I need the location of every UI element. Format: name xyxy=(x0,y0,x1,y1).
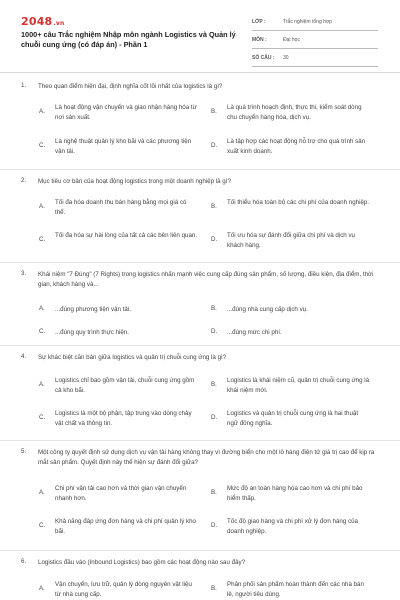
option-letter: D. xyxy=(211,142,218,149)
option-letter: B. xyxy=(211,108,217,115)
option-text: ...đúng quy trình thực hiện. xyxy=(55,329,129,336)
meta-subject-label: MÔN : xyxy=(252,37,267,43)
option-letter: C. xyxy=(39,414,46,421)
meta-subject-value: Đại học xyxy=(283,37,300,43)
option-letter: A. xyxy=(39,489,45,496)
option-letter: D. xyxy=(211,236,218,243)
page-header xyxy=(0,0,400,62)
option-text: Tối đa hóa sự hài lòng của tất cả các bên liên quan. xyxy=(55,232,198,239)
option-text: Là quá trình hoạch định, thực thi, kiểm soát dòng chu chuyển hàng hóa, dịch vụ. xyxy=(227,104,362,121)
question-text: Sự khác biệt căn bản giữa logistics và quản trị chuỗi cung ứng là gì? xyxy=(38,354,227,361)
option-letter: C. xyxy=(39,142,46,149)
option-text: Phân phối sản phẩm hoàn thành đến các nhà bán lẻ, người tiêu dùng. xyxy=(227,581,364,598)
meta-subject-row xyxy=(252,34,378,49)
option-text: Tối ưu hóa sự đánh đổi giữa chi phí và dịch vụ khách hàng. xyxy=(227,232,356,249)
option-text: Là nghệ thuật quản lý kho bãi và các phương tiện vận tải. xyxy=(55,138,192,155)
question-separator xyxy=(0,262,400,263)
document-title: 1000+ câu Trắc nghiệm Nhập môn ngành Logistics và Quản lý chuỗi cung ứng (có đáp án) - Phần 1 xyxy=(21,30,236,49)
option-text: Tối đa hóa doanh thu bán hàng bằng mọi giá có thể. xyxy=(55,199,187,216)
meta-class-value: Trắc nghiệm tổng hợp xyxy=(283,19,332,25)
meta-count-value: 30 xyxy=(283,55,289,61)
question-number: 1. xyxy=(21,82,27,89)
header-divider xyxy=(0,72,400,73)
question-text: Một công ty quyết định sử dụng dịch vụ vận tải hàng không thay vì đường biển cho một lô hàng điện tử giá trị cao để kịp ra mắt sản phẩm. Quyết định này thể hiện sự đánh đổi giữa? xyxy=(38,449,375,466)
option-letter: B. xyxy=(211,381,217,388)
question-text: Khái niệm "7 Đúng" (7 Rights) trong logistics nhấn mạnh việc cung cấp đúng sản phẩm, số lượng, điều kiện, địa điểm, thời gian, khách hàng và... xyxy=(38,271,374,288)
question-number: 2. xyxy=(21,177,27,184)
question-separator xyxy=(0,440,400,441)
meta-info xyxy=(252,16,378,70)
option-text: Logistics và quản trị chuỗi cung ứng là hai thuật ngữ đồng nghĩa. xyxy=(227,410,359,427)
option-letter: D. xyxy=(211,328,218,335)
question-number: 6. xyxy=(21,558,27,565)
question-separator xyxy=(0,550,400,551)
option-letter: A. xyxy=(39,381,45,388)
site-logo[interactable] xyxy=(21,15,64,28)
option-text: Là hoạt động vận chuyển và giao nhận hàng hóa từ nơi sản xuất. xyxy=(55,104,197,121)
option-letter: B. xyxy=(211,585,217,592)
question-text: Theo quan điểm hiện đại, định nghĩa cốt lõi nhất của logistics là gì? xyxy=(38,83,223,90)
option-letter: A. xyxy=(39,203,45,210)
option-text: Chi phí vận tải cao hơn và thời gian vận chuyển nhanh hơn. xyxy=(55,485,187,502)
option-letter: A. xyxy=(39,108,45,115)
option-letter: D. xyxy=(211,414,218,421)
question-number: 5. xyxy=(21,448,27,455)
option-text: ...đúng phương tiện vận tải. xyxy=(55,306,131,313)
option-text: Logistics là khái niệm cũ, quản trị chuỗi cung ứng là khái niệm mới. xyxy=(227,377,370,394)
meta-count-label: SỐ CÂU : xyxy=(252,55,275,61)
question-number: 4. xyxy=(21,353,27,360)
logo-tld: .vn xyxy=(53,20,65,27)
option-letter: C. xyxy=(39,236,46,243)
question-number: 3. xyxy=(21,270,27,277)
option-letter: C. xyxy=(39,522,46,529)
option-letter: D. xyxy=(211,522,218,529)
meta-class-row xyxy=(252,16,378,31)
option-letter: B. xyxy=(211,203,217,210)
option-letter: B. xyxy=(211,489,217,496)
option-letter: C. xyxy=(39,328,46,335)
question-text: Mục tiêu cơ bản của hoạt động logistics trong một doanh nghiệp là gì? xyxy=(38,178,231,185)
option-text: ...đúng nhà cung cấp dịch vụ. xyxy=(227,306,308,313)
logo-main: 2048 xyxy=(21,15,53,28)
question-separator xyxy=(0,345,400,346)
option-text: Là tập hợp các hoạt động hỗ trợ cho quá trình sản xuất kinh doanh. xyxy=(227,138,366,155)
option-text: Logistics chỉ bao gồm vận tải, chuỗi cung ứng gồm cả kho bãi. xyxy=(55,377,195,394)
meta-class-label: LỚP : xyxy=(252,19,266,25)
question-separator xyxy=(0,169,400,170)
option-text: ...đúng mức chi phí. xyxy=(227,329,282,336)
meta-count-row xyxy=(252,52,378,67)
option-text: Khả năng đáp ứng đơn hàng và chi phí quản lý kho bãi. xyxy=(55,518,196,535)
option-text: Tối thiểu hóa toàn bộ các chi phí của doanh nghiệp. xyxy=(227,199,370,206)
option-letter: A. xyxy=(39,585,45,592)
option-letter: B. xyxy=(211,305,217,312)
option-text: Vận chuyển, lưu trữ, quản lý dòng nguyên vật liệu từ nhà cung cấp. xyxy=(55,581,192,598)
option-text: Mức độ an toàn hàng hóa cao hơn và chi phí bảo hiểm thấp. xyxy=(227,485,363,502)
option-text: Tốc độ giao hàng và chi phí xử lý đơn hàng của doanh nghiệp. xyxy=(227,518,359,535)
option-letter: A. xyxy=(39,305,45,312)
question-text: Logistics đầu vào (Inbound Logistics) bao gồm các hoạt động nào sau đây? xyxy=(38,559,246,566)
option-text: Logistics là một bộ phận, tập trung vào dòng chảy vật chất và thông tin. xyxy=(55,410,192,427)
